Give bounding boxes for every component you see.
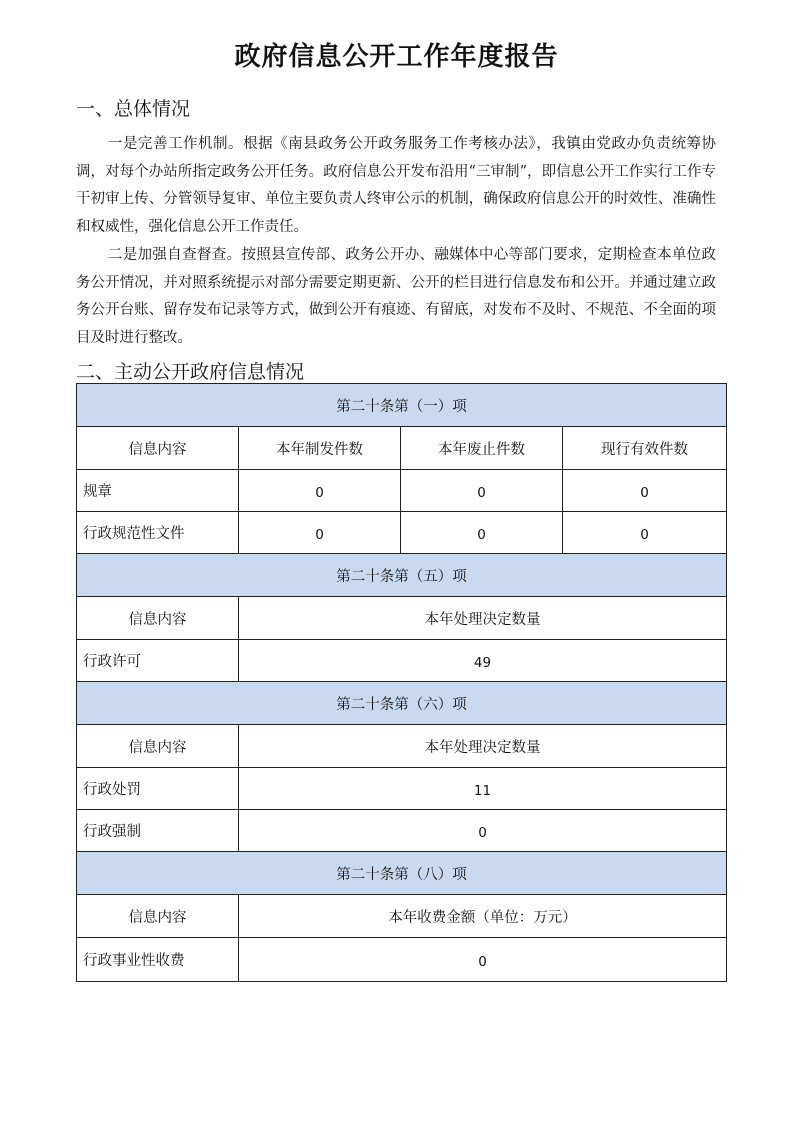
table-row [77, 810, 727, 852]
table-header-row [77, 597, 727, 640]
cell-value: 0 [239, 938, 727, 982]
table-header-row [77, 895, 727, 938]
table-section-row [77, 682, 727, 725]
column-header: 信息内容 [77, 725, 239, 768]
cell-value: 0 [239, 810, 727, 852]
table-row [77, 512, 727, 554]
row-label: 行政处罚 [77, 768, 239, 810]
column-header: 信息内容 [77, 427, 239, 470]
cell-value: 0 [563, 470, 727, 512]
table-section-title: 第二十条第（八）项 [77, 852, 727, 895]
cell-value: 0 [239, 512, 401, 554]
paragraph-self-inspection: 二是加强自查督查。按照县宣传部、政务公开办、融媒体中心等部门要求，定期检查本单位政务公开情况，并对照系统提示对部分需要定期更新、公开的栏目进行信息发布和公开。并通过建立政务公开台账、留存发布记录等方式，做到公开有痕迹、有留底，对发布不及时、不规范、不全面的项目及时进行整改。 [76, 247, 716, 346]
table-section-title: 第二十条第（六）项 [77, 682, 727, 725]
cell-value: 0 [239, 470, 401, 512]
cell-value: 0 [563, 512, 727, 554]
column-header: 本年处理决定数量 [239, 597, 727, 640]
column-header: 现行有效件数 [563, 427, 727, 470]
section-heading-overview: 一、总体情况 [76, 98, 191, 120]
table-section-title: 第二十条第（五）项 [77, 554, 727, 597]
row-label: 行政强制 [77, 810, 239, 852]
cell-value: 11 [239, 768, 727, 810]
column-header: 信息内容 [77, 895, 239, 938]
table-header-row [77, 725, 727, 768]
column-header: 本年废止件数 [401, 427, 563, 470]
row-label: 行政许可 [77, 640, 239, 682]
column-header: 信息内容 [77, 597, 239, 640]
table-section-row [77, 554, 727, 597]
disclosure-table [76, 383, 727, 982]
column-header: 本年收费金额（单位：万元） [239, 895, 727, 938]
table-row [77, 470, 727, 512]
document-title: 政府信息公开工作年度报告 [234, 42, 559, 72]
paragraph-work-mechanism: 一是完善工作机制。根据《南县政务公开政务服务工作考核办法》，我镇由党政办负责统筹协调，对每个办站所指定政务公开任务。政府信息公开发布沿用“三审制”，即信息公开工作实行工作专干初审上传、分管领导复审、单位主要负责人终审公示的机制，确保政府信息公开的时效性、准确性和权威性，强化信息公开工作责任。 [76, 136, 716, 235]
table-section-row [77, 852, 727, 895]
table-section-title: 第二十条第（一）项 [77, 384, 727, 427]
row-label: 行政事业性收费 [77, 938, 239, 982]
row-label: 行政规范性文件 [77, 512, 239, 554]
cell-value: 0 [401, 470, 563, 512]
section-heading-proactive-disclosure: 二、主动公开政府信息情况 [76, 361, 305, 383]
cell-value: 49 [239, 640, 727, 682]
table-row [77, 640, 727, 682]
table-section-row [77, 384, 727, 427]
table-header-row [77, 427, 727, 470]
column-header: 本年制发件数 [239, 427, 401, 470]
column-header: 本年处理决定数量 [239, 725, 727, 768]
table-row [77, 768, 727, 810]
row-label: 规章 [77, 470, 239, 512]
table-row [77, 938, 727, 982]
cell-value: 0 [401, 512, 563, 554]
